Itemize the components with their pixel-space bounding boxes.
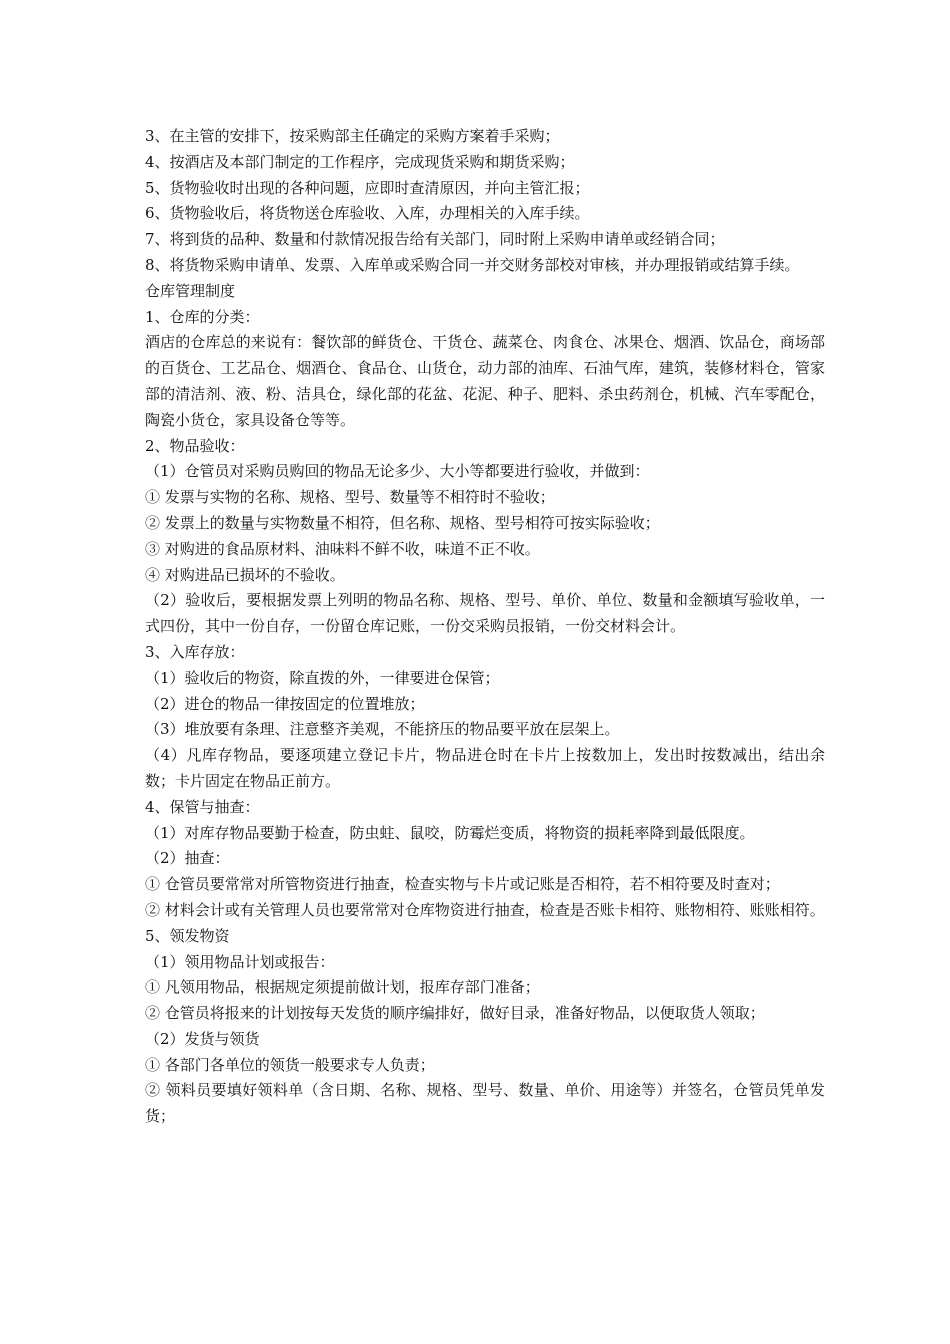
paragraph: 8、将货物采购申请单、发票、入库单或采购合同一并交财务部校对审核，并办理报销或结算手续。 [145, 255, 800, 274]
paragraph: 4、按酒店及本部门制定的工作程序，完成现货采购和期货采购； [145, 152, 575, 171]
list-item: ② 领料员要填好领料单（含日期、名称、规格、型号、数量、单价、用途等）并签名，仓管员凭单发货； [145, 1081, 825, 1126]
paragraph: （2）进仓的物品一律按固定的位置堆放； [145, 694, 425, 713]
list-item: ① 仓管员要常常对所管物资进行抽查，检查实物与卡片或记账是否相符，若不相符要及时查对； [145, 875, 780, 894]
section-heading: 5、领发物资 [145, 926, 230, 945]
paragraph: （2）抽查： [145, 849, 230, 868]
list-item: ④ 对购进品已损坏的不验收。 [145, 565, 345, 584]
list-item: ② 发票上的数量与实物数量不相符，但名称、规格、型号相符可按实际验收； [145, 513, 660, 532]
paragraph: 7、将到货的品种、数量和付款情况报告给有关部门，同时附上采购申请单或经销合同； [145, 230, 725, 249]
section-title: 仓库管理制度 [145, 281, 236, 300]
document-body [145, 124, 825, 1130]
paragraph: 6、货物验收后，将货物送仓库验收、入库，办理相关的入库手续。 [145, 204, 590, 223]
paragraph: 5、货物验收时出现的各种问题，应即时查清原因，并向主管汇报； [145, 178, 590, 197]
paragraph: 3、在主管的安排下，按采购部主任确定的采购方案着手采购； [145, 127, 560, 145]
section-heading: 4、保管与抽查： [145, 797, 260, 816]
list-item: ② 材料会计或有关管理人员也要常常对仓库物资进行抽查，检查是否账卡相符、账物相符、账账相符。 [145, 900, 825, 919]
list-item: ③ 对购进的食品原材料、油味料不鲜不收，味道不正不收。 [145, 539, 540, 558]
paragraph: （1）仓管员对采购员购回的物品无论多少、大小等都要进行验收，并做到： [145, 462, 650, 481]
paragraph: （3）堆放要有条理、注意整齐美观，不能挤压的物品要平放在层架上。 [145, 720, 620, 739]
paragraph: （1）验收后的物资，除直拨的外，一律要进仓保管； [145, 668, 500, 687]
list-item: ① 凡领用物品，根据规定须提前做计划，报库存部门准备； [145, 978, 540, 997]
section-heading: 1、仓库的分类： [145, 307, 260, 326]
list-item: ② 仓管员将报来的计划按每天发货的顺序编排好，做好目录，准备好物品，以便取货人领取； [145, 1004, 765, 1023]
paragraph: （1）对库存物品要勤于检查，防虫蛀、鼠咬，防霉烂变质，将物资的损耗率降到最低限度。 [145, 823, 755, 842]
section-heading: 3、入库存放： [145, 642, 245, 661]
section-heading: 2、物品验收： [145, 436, 245, 455]
list-item: ① 发票与实物的名称、规格、型号、数量等不相符时不验收； [145, 488, 555, 507]
paragraph: （4）凡库存物品，要逐项建立登记卡片，物品进仓时在卡片上按数加上，发出时按数减出，结出余数；卡片固定在物品正前方。 [145, 746, 825, 790]
paragraph: （2）验收后，要根据发票上列明的物品名称、规格、型号、单价、单位、数量和金额填写验收单，一式四份，其中一份自存，一份留仓库记账，一份交采购员报销，一份交材料会计。 [145, 591, 825, 636]
list-item: ① 各部门各单位的领货一般要求专人负责； [145, 1055, 435, 1074]
paragraph: （1）领用物品计划或报告： [145, 952, 335, 971]
paragraph: （2）发货与领货 [145, 1029, 260, 1048]
paragraph: 酒店的仓库总的来说有：餐饮部的鲜货仓、干货仓、蔬菜仓、肉食仓、冰果仓、烟酒、饮品仓，商场部的百货仓、工艺品仓、烟酒仓、食品仓、山货仓，动力部的油库、石油气库，建筑，装修材料仓，管家部的清洁剂、液、粉、洁具仓，绿化部的花盆、花泥、种子、肥料、杀虫药剂仓，机械、汽车零配仓，陶瓷小货仓，家具设备仓等等。 [145, 333, 825, 429]
